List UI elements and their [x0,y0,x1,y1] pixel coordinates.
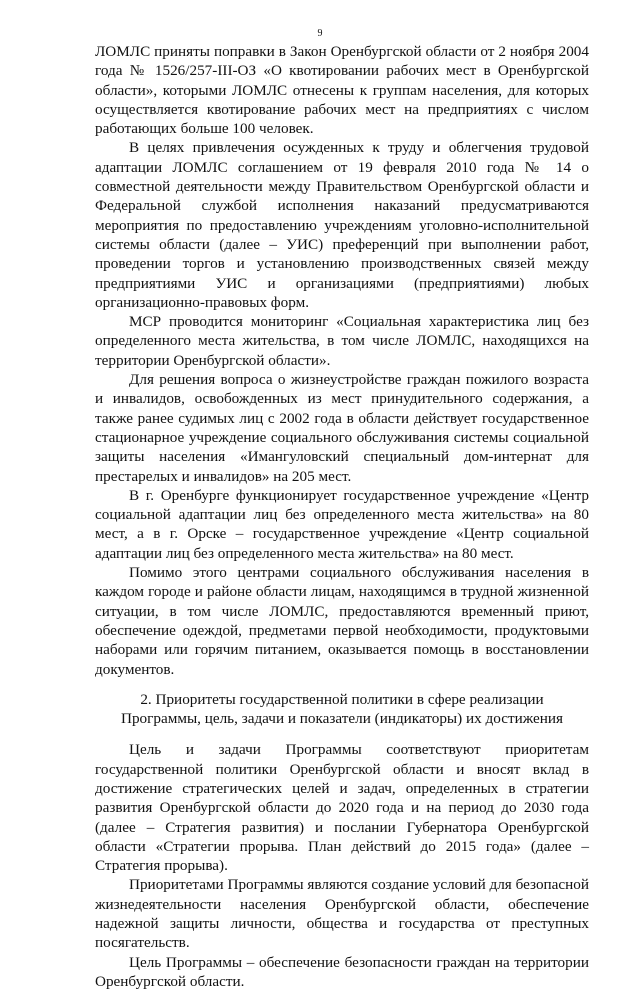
paragraph: Приоритетами Программы являются создание условий для безопасной жизнедеятельности населения Оренбургской области, обеспечение надежной защиты личности, общества и государства от преступных посягательств. [95,876,589,952]
paragraph: Цель Программы – обеспечение безопасности граждан на территории Оренбургской области. [95,953,589,990]
section-heading-line: Программы, цель, задачи и показатели (индикаторы) их достижения [121,710,563,728]
paragraph: Цель и задачи Программы соответствуют приоритетам государственной политики Оренбургской области и вносят вклад в достижение стратегических целей и задач, определенных в стратегии развития Оренбургской области до 2020 года и на период до 2030 года (далее – Стратегия развития) и послании Губернатора Оренбургской области «Стратегии прорыва. План действий до 2015 года» (далее – Стратегия прорыва). [95,741,589,875]
paragraph-continuation: ЛОМЛС приняты поправки в Закон Оренбургской области от 2 ноября 2004 года № 1526/257-III-ОЗ «О квотировании рабочих мест в Оренбургской области», которыми ЛОМЛС отнесены к группам населения, для которых осуществляется квотирование рабочих мест на предприятиях с числом работающих больше 100 человек. [95,43,589,138]
paragraph: В г. Оренбурге функционирует государственное учреждение «Центр социальной адаптации лиц без определенного места жительства» на 80 мест, а в г. Орске – государственное учреждение «Центр социальной адаптации лиц без определенного места жительства» на 80 мест. [95,486,589,562]
paragraph: Для решения вопроса о жизнеустройстве граждан пожилого возраста и инвалидов, освобожденных из мест принудительного содержания, а также ранее судимых лиц с 2002 года в области действует государственное стационарное учреждение социального обслуживания системы социальной защиты населения «Имангуловский специальный дом-интернат для престарелых и инвалидов» на 205 мест. [95,371,589,485]
paragraph: Помимо этого центрами социального обслуживания населения в каждом городе и районе области лицам, находящимся в трудной жизненной ситуации, в том числе ЛОМЛС, предоставляются временный приют, обеспечение одеждой, предметами первой необходимости, продуктовыми наборами или горячим питанием, оказывается помощь в восстановлении документов. [95,564,589,678]
paragraph: В целях привлечения осужденных к труду и облегчения трудовой адаптации ЛОМЛС соглашением от 19 февраля 2010 года № 14 о совместной деятельности между Правительством Оренбургской области и Федеральной службой исполнения наказаний предусматриваются мероприятия по предоставлению учреждениям уголовно-исполнительной системы области (далее – УИС) преференций при выполнении работ, проведении торгов и установлению производственных связей между предприятиями УИС и организациями (предприятиями) любых организационно-правовых форм. [95,139,589,311]
page-number: 9 [317,28,323,39]
paragraph: МСР проводится мониторинг «Социальная характеристика лиц без определенного места жительства, в том числе ЛОМЛС, находящихся на территории Оренбургской области». [95,313,589,369]
section-heading [95,690,589,729]
document-body [95,42,589,991]
section-heading-line: 2. Приоритеты государственной политики в сфере реализации [140,690,544,708]
